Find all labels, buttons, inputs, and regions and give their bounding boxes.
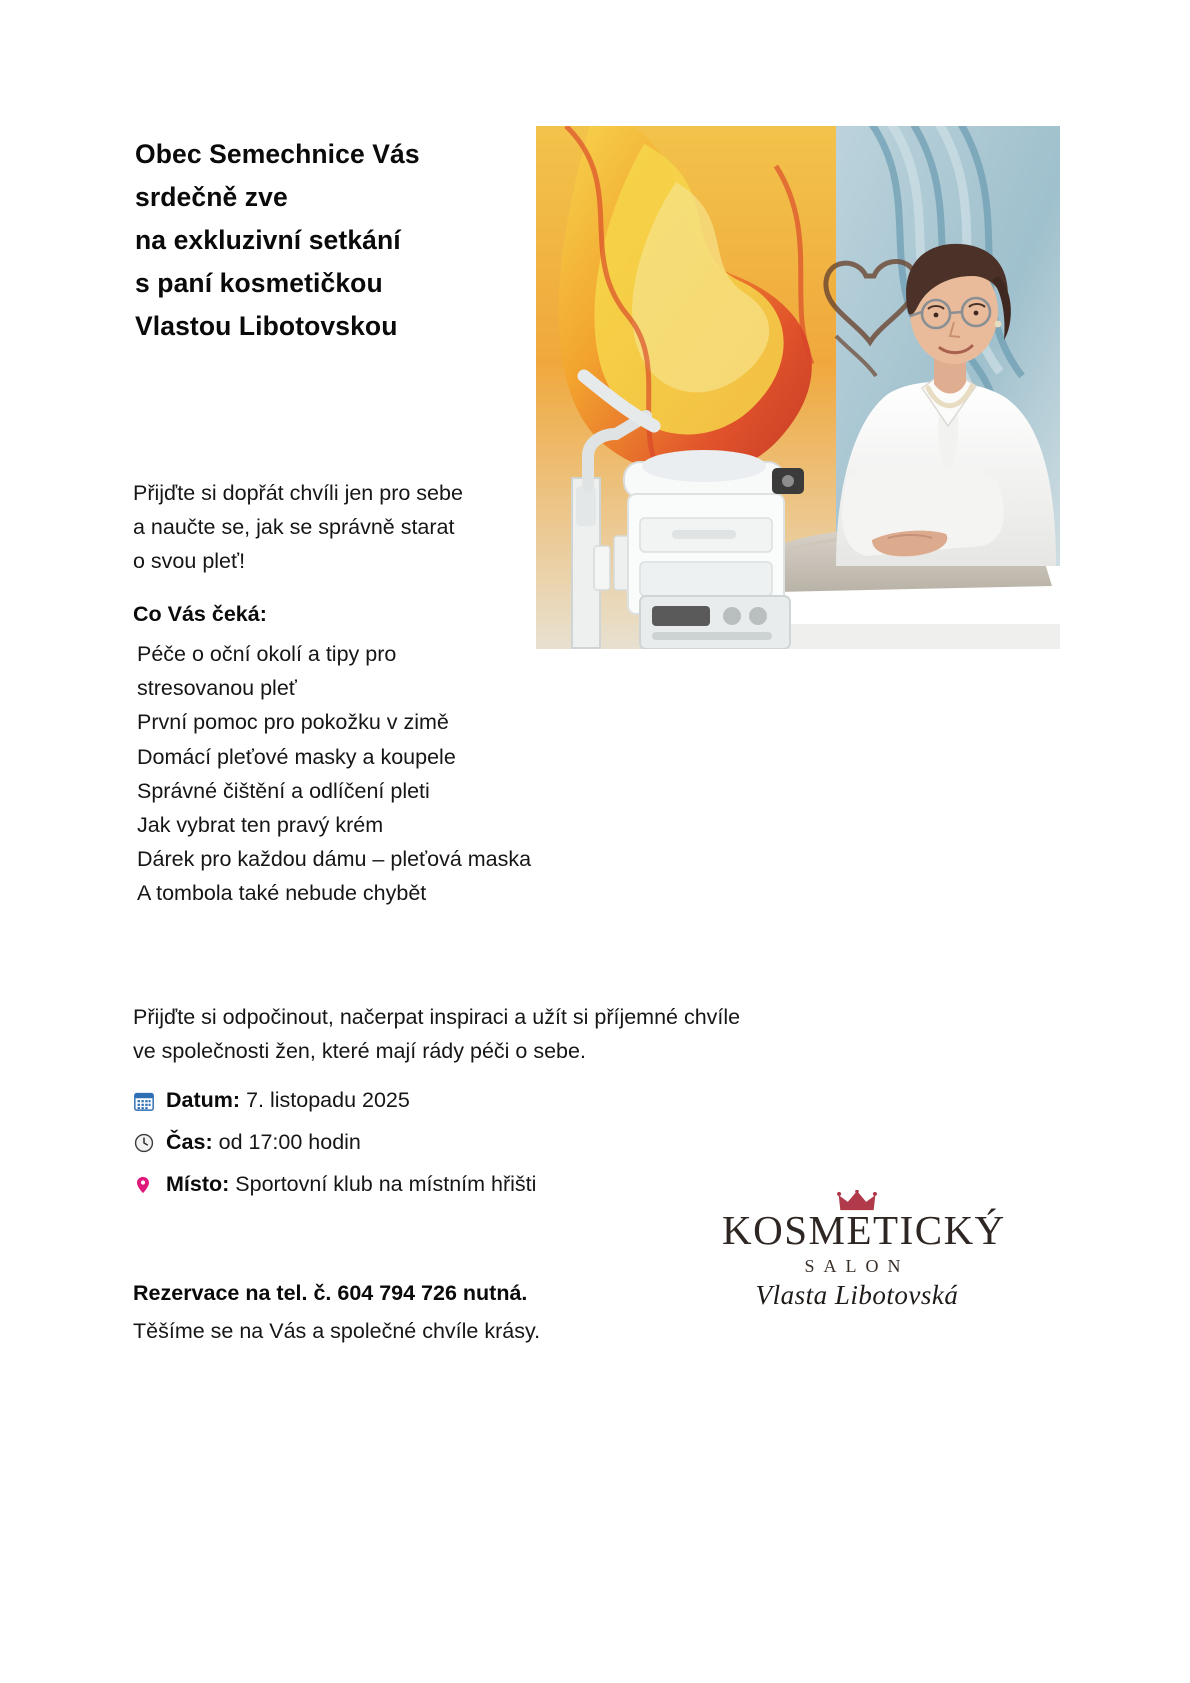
- logo-script-name: Vlasta Libotovská: [755, 1280, 959, 1310]
- salon-logo: [722, 1190, 1006, 1320]
- invitation-paragraph: [133, 1000, 893, 1068]
- map-pin-icon: [133, 1173, 159, 1197]
- event-details: [133, 1087, 536, 1213]
- detail-label-date: Datum:: [166, 1087, 241, 1112]
- logo-main-text: KOSMETICKÝ: [722, 1207, 1006, 1253]
- list-item: Péče o oční okolí a tipy pro stresovanou pleť: [137, 642, 397, 701]
- list-item: První pomoc pro pokožku v zimě: [137, 710, 449, 735]
- intro-line-2: a naučte se, jak se správně starat: [133, 515, 455, 540]
- program-list: [137, 637, 657, 910]
- reservation-note: Rezervace na tel. č. 604 794 726 nutná.: [133, 1281, 528, 1305]
- calendar-icon: [133, 1089, 159, 1113]
- invitation-line-1: Přijďte si odpočinout, načerpat inspiraci a užít si příjemné chvíle: [133, 1005, 741, 1029]
- headline-line-4: s paní kosmetičkou: [135, 267, 383, 298]
- headline-line-2: srdečně zve: [135, 181, 288, 212]
- closing-note: Těšíme se na Vás a společné chvíle krásy.: [133, 1319, 541, 1343]
- detail-label-place: Místo:: [166, 1171, 230, 1196]
- intro-paragraph: [133, 476, 553, 579]
- program-heading: Co Vás čeká:: [133, 602, 267, 626]
- detail-row-time: [133, 1129, 536, 1156]
- intro-line-1: Přijďte si dopřát chvíli jen pro sebe: [133, 481, 463, 505]
- detail-label-time: Čas:: [166, 1129, 213, 1154]
- headline-line-3: na exkluzivní setkání: [135, 224, 401, 255]
- detail-row-place: [133, 1171, 536, 1198]
- list-item: Správné čištění a odlíčení pleti: [137, 778, 430, 803]
- list-item: Jak vybrat ten pravý krém: [137, 812, 384, 837]
- clock-icon: [133, 1131, 159, 1155]
- list-item: Domácí pleťové masky a koupele: [137, 744, 456, 769]
- detail-value-place: Sportovní klub na místním hřišti: [235, 1171, 537, 1196]
- list-item: Dárek pro každou dámu – pleťová maska: [137, 847, 532, 872]
- detail-value-time: od 17:00 hodin: [218, 1129, 361, 1154]
- page-title: [135, 133, 535, 348]
- logo-sub-text: SALON: [804, 1256, 910, 1276]
- detail-value-date: 7. listopadu 2025: [246, 1087, 410, 1112]
- headline-line-1: Obec Semechnice Vás: [135, 139, 420, 169]
- intro-line-3: o svou pleť!: [133, 549, 246, 574]
- invitation-line-2: ve společnosti žen, které mají rády péči o sebe.: [133, 1039, 586, 1064]
- event-photo: [536, 126, 1060, 649]
- list-item: A tombola také nebude chybět: [137, 881, 427, 906]
- detail-row-date: [133, 1087, 536, 1114]
- headline-line-5: Vlastou Libotovskou: [135, 310, 398, 341]
